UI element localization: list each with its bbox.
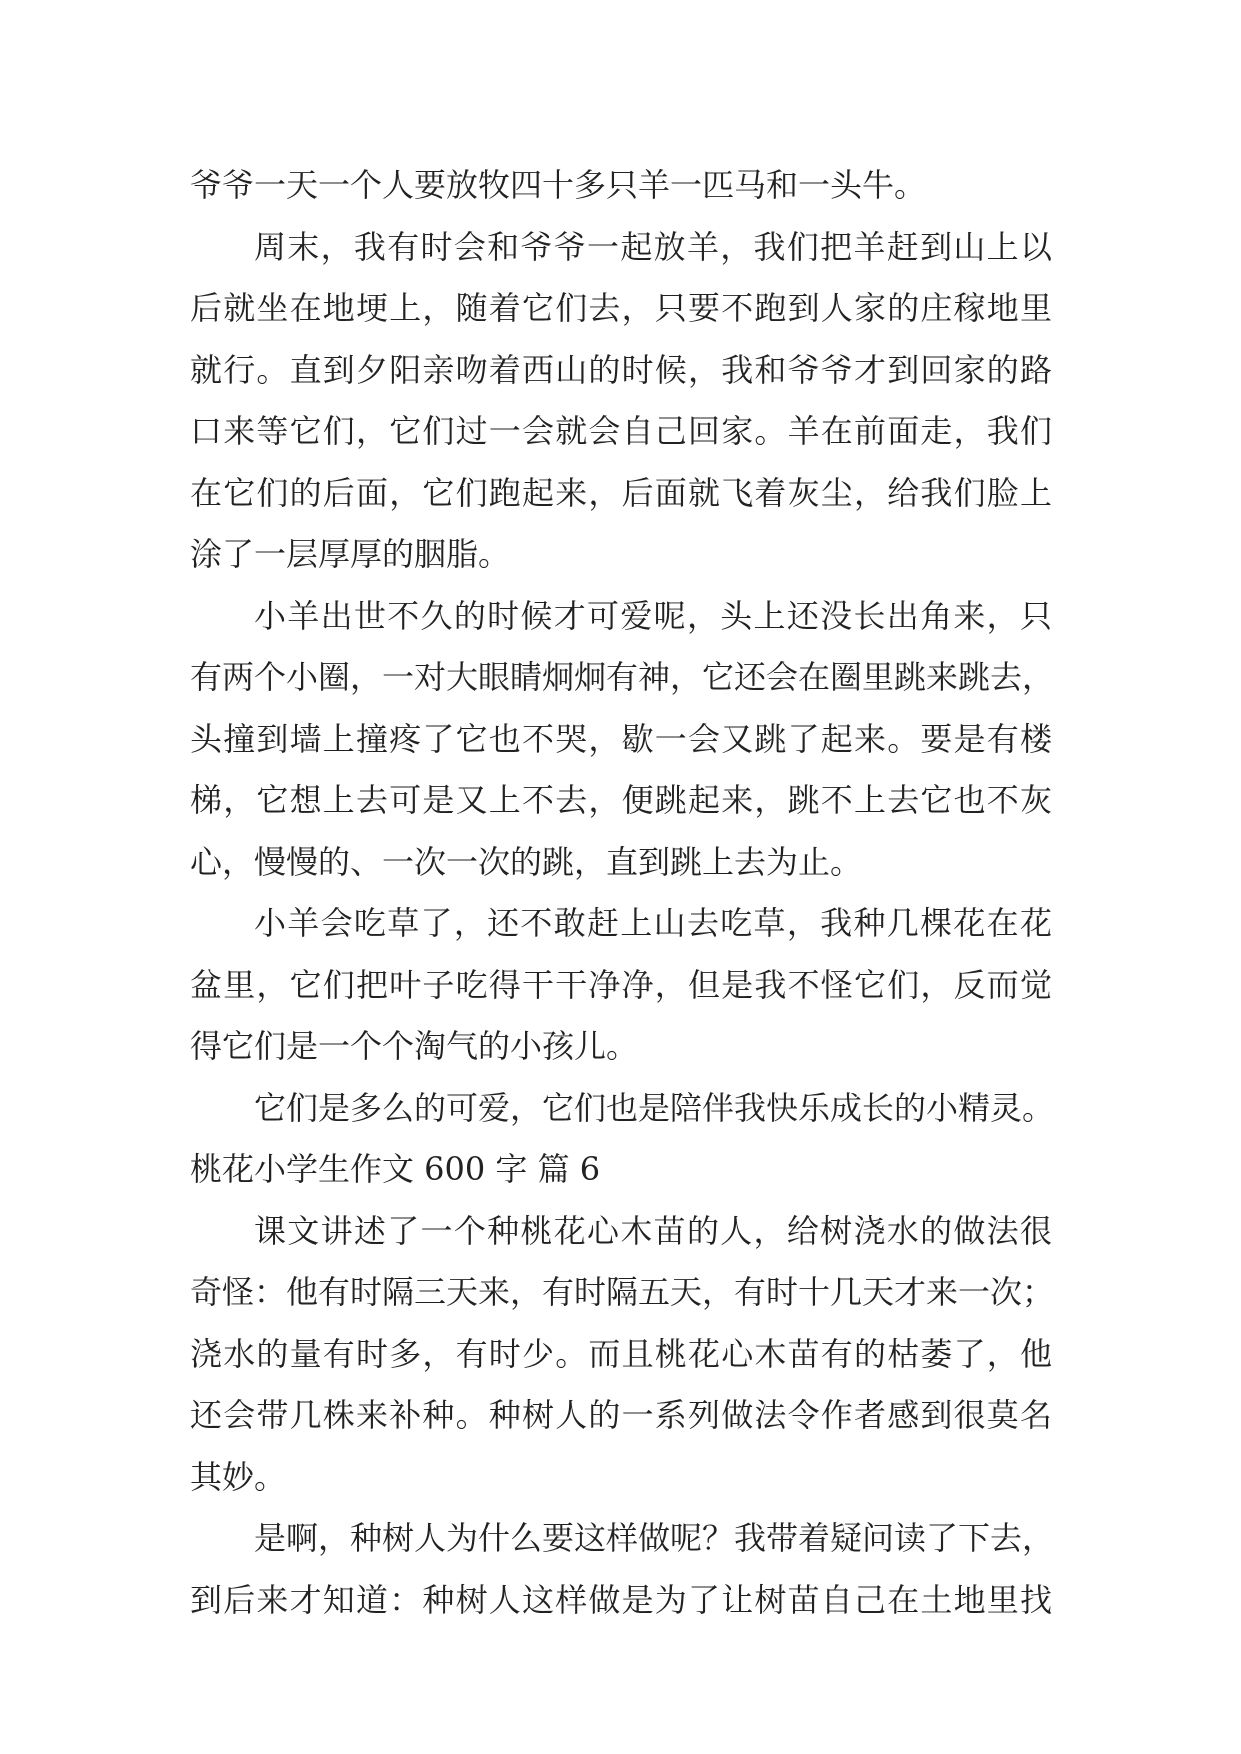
paragraph-first-line: 它们是多么的可爱，它们也是陪伴我快乐成长的小精灵。 [254,1088,1055,1127]
paragraph-first-line: 小羊会吃草了，还不敢赶上山去吃草，我种几棵花在花 [254,904,1052,942]
text-line: 爷爷一天一个人要放牧四十多只羊一匹马和一头牛。 [190,166,927,204]
text-line: 梯，它想上去可是又上不去，便跳起来，跳不上去它也不灰 [190,781,1052,819]
text-line: 还会带几株来补种。种树人的一系列做法令作者感到很莫名 [190,1396,1052,1434]
paragraph-first-line: 周末，我有时会和爷爷一起放羊，我们把羊赶到山上以 [254,227,1052,266]
paragraph-first-line: 是啊，种树人为什么要这样做呢？我带着疑问读了下去， [254,1519,1055,1557]
text-line: 头撞到墙上撞疼了它也不哭，歇一会又跳了起来。要是有楼 [190,719,1052,758]
text-line: 涂了一层厚厚的胭脂。 [190,535,511,573]
text-line: 其妙。 [190,1457,287,1496]
text-line: 奇怪：他有时隔三天来，有时隔五天，有时十几天才来一次； [190,1273,1055,1311]
text-line: 盆里，它们把叶子吃得干干净净，但是我不怪它们，反而觉 [190,965,1052,1004]
section-heading: 桃花小学生作文 600 字 篇 6 [190,1150,601,1188]
paragraph-first-line: 小羊出世不久的时候才可爱呢，头上还没长出角来，只 [254,596,1052,635]
text-line: 后就坐在地埂上，随着它们去，只要不跑到人家的庄稼地里 [190,289,1052,327]
text-line: 浇水的量有时多，有时少。而且桃花心木苗有的枯萎了，他 [190,1334,1052,1373]
document-body [190,155,1055,1631]
paragraph-first-line: 课文讲述了一个种桃花心木苗的人，给树浇水的做法很 [254,1211,1052,1250]
text-line: 心，慢慢的、一次一次的跳，直到跳上去为止。 [190,842,863,881]
text-line: 到后来才知道：种树人这样做是为了让树苗自己在土地里找 [190,1580,1052,1619]
text-line: 有两个小圈，一对大眼睛炯炯有神，它还会在圈里跳来跳去， [190,658,1055,696]
text-line: 口来等它们，它们过一会就会自己回家。羊在前面走，我们 [190,412,1052,450]
text-line: 就行。直到夕阳亲吻着西山的时候，我和爷爷才到回家的路 [190,350,1052,389]
text-line: 得它们是一个个淘气的小孩儿。 [190,1027,639,1065]
text-line: 在它们的后面，它们跑起来，后面就飞着灰尘，给我们脸上 [190,473,1052,512]
